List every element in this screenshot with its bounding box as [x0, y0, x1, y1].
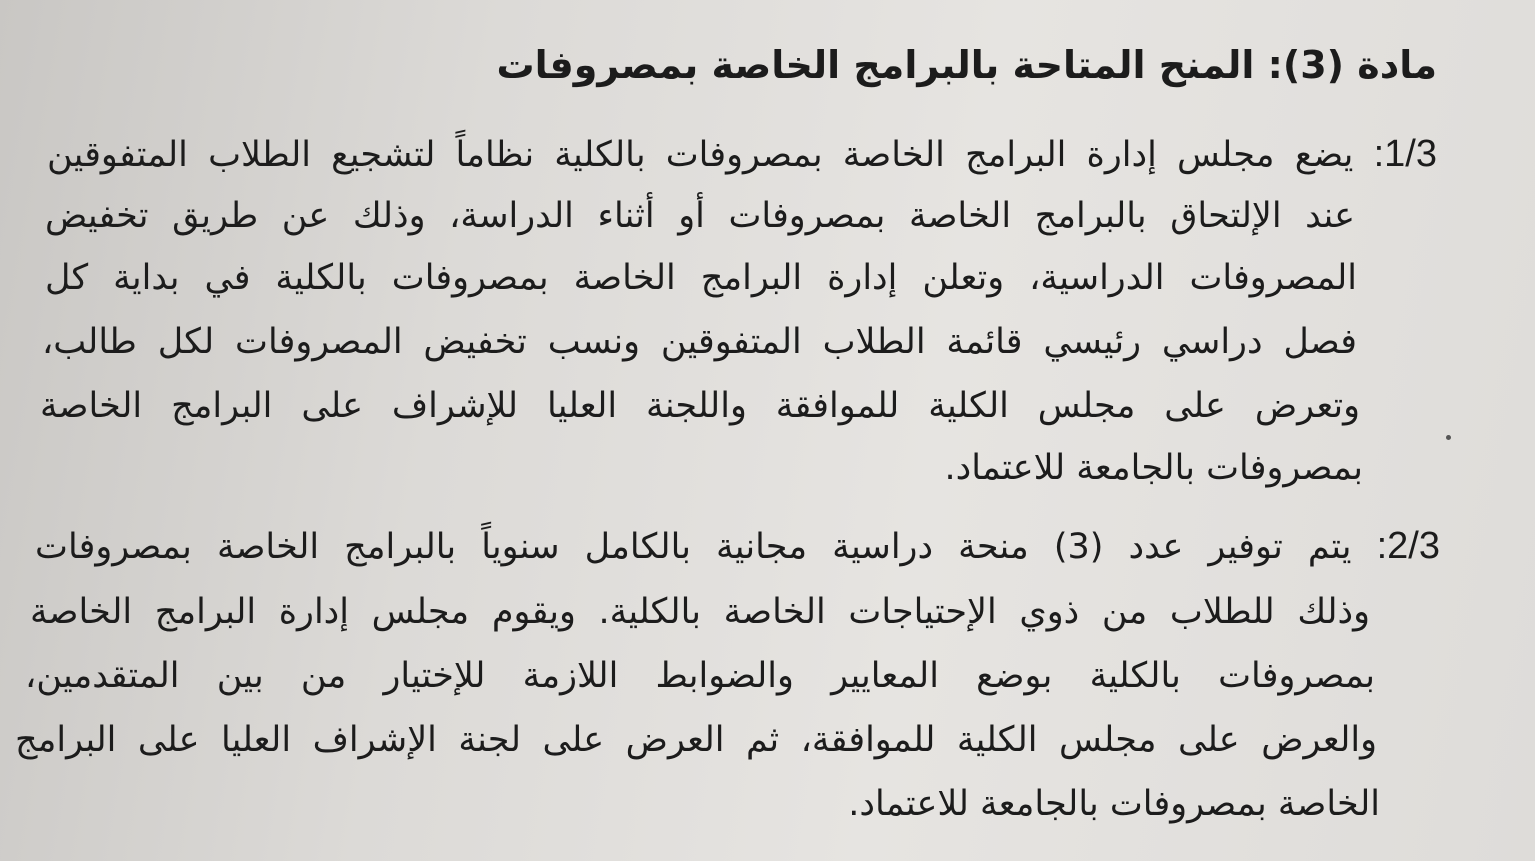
clause-1-line-2: عند الإلتحاق بالبرامج الخاصة بمصروفات أو أثناء الدراسة، وذلك عن طريق تخفيض — [45, 196, 1355, 236]
margin-dot — [1446, 435, 1451, 440]
clause-1-text: يضع مجلس إدارة البرامج الخاصة بمصروفات بالكلية نظاماً لتشجيع الطلاب المتفوقين — [47, 135, 1354, 175]
clause-2-line-2: وذلك للطلاب من ذوي الإحتياجات الخاصة بالكلية. ويقوم مجلس إدارة البرامج الخاصة — [30, 592, 1370, 632]
clause-1-number: 1/3: — [1373, 133, 1437, 175]
clause-2-line-3: بمصروفات بالكلية بوضع المعايير والضوابط اللازمة للإختيار من بين المتقدمين، — [25, 656, 1375, 696]
clause-2-line-5: الخاصة بمصروفات بالجامعة للاعتماد. — [848, 784, 1380, 824]
article-title: مادة (3): المنح المتاحة بالبرامج الخاصة بمصروفات — [496, 43, 1437, 87]
clause-2-text: يتم توفير عدد (3) منحة دراسية مجانية بالكامل سنوياً بالبرامج الخاصة بمصروفات — [35, 527, 1352, 567]
clause-1-line-5: وتعرض على مجلس الكلية للموافقة واللجنة العليا للإشراف على البرامج الخاصة — [40, 386, 1360, 426]
clause-2-line-1 — [35, 522, 1440, 571]
clause-2-number: 2/3: — [1376, 525, 1440, 567]
clause-1-line-6: بمصروفات بالجامعة للاعتماد. — [944, 448, 1363, 488]
clause-1-line-3: المصروفات الدراسية، وتعلن إدارة البرامج الخاصة بمصروفات بالكلية في بداية كل — [45, 258, 1357, 298]
clause-1-line-1 — [47, 130, 1437, 179]
clause-2-line-4: والعرض على مجلس الكلية للموافقة، ثم العرض على لجنة الإشراف العليا على البرامج — [15, 720, 1377, 760]
clause-1-line-4: فصل دراسي رئيسي قائمة الطلاب المتفوقين ونسب تخفيض المصروفات لكل طالب، — [42, 322, 1357, 362]
